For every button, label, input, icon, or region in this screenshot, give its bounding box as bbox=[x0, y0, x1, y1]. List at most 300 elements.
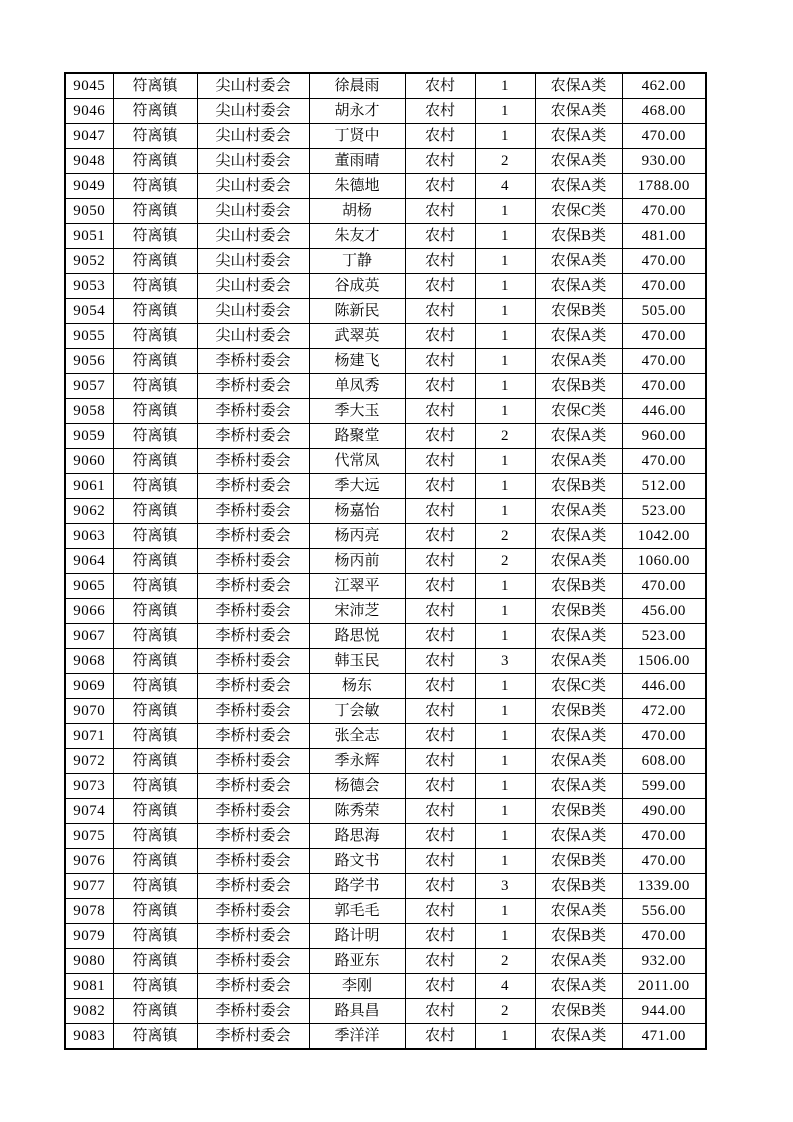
cell-person-count: 1 bbox=[475, 724, 535, 749]
cell-residence-type: 农村 bbox=[405, 374, 475, 399]
cell-person-name: 季永辉 bbox=[309, 749, 405, 774]
cell-insurance-category: 农保C类 bbox=[535, 399, 622, 424]
cell-village-committee: 李桥村委会 bbox=[197, 399, 309, 424]
cell-person-name: 丁会敏 bbox=[309, 699, 405, 724]
cell-amount: 470.00 bbox=[622, 249, 706, 274]
cell-person-count: 1 bbox=[475, 99, 535, 124]
cell-amount: 470.00 bbox=[622, 199, 706, 224]
cell-amount: 481.00 bbox=[622, 224, 706, 249]
cell-village-committee: 尖山村委会 bbox=[197, 99, 309, 124]
cell-person-name: 朱友才 bbox=[309, 224, 405, 249]
cell-record-id: 9062 bbox=[65, 499, 113, 524]
cell-town: 符离镇 bbox=[113, 249, 197, 274]
cell-amount: 1060.00 bbox=[622, 549, 706, 574]
cell-town: 符离镇 bbox=[113, 874, 197, 899]
cell-insurance-category: 农保A类 bbox=[535, 449, 622, 474]
cell-amount: 556.00 bbox=[622, 899, 706, 924]
cell-town: 符离镇 bbox=[113, 199, 197, 224]
cell-amount: 470.00 bbox=[622, 324, 706, 349]
cell-person-name: 陈新民 bbox=[309, 299, 405, 324]
cell-town: 符离镇 bbox=[113, 724, 197, 749]
cell-amount: 523.00 bbox=[622, 624, 706, 649]
cell-person-name: 杨嘉怡 bbox=[309, 499, 405, 524]
cell-amount: 930.00 bbox=[622, 149, 706, 174]
cell-village-committee: 李桥村委会 bbox=[197, 599, 309, 624]
cell-record-id: 9058 bbox=[65, 399, 113, 424]
cell-village-committee: 李桥村委会 bbox=[197, 824, 309, 849]
table-row bbox=[65, 73, 706, 99]
cell-amount: 505.00 bbox=[622, 299, 706, 324]
cell-residence-type: 农村 bbox=[405, 199, 475, 224]
cell-person-count: 1 bbox=[475, 774, 535, 799]
cell-residence-type: 农村 bbox=[405, 749, 475, 774]
cell-person-name: 杨丙亮 bbox=[309, 524, 405, 549]
cell-record-id: 9074 bbox=[65, 799, 113, 824]
cell-village-committee: 李桥村委会 bbox=[197, 699, 309, 724]
cell-insurance-category: 农保A类 bbox=[535, 1024, 622, 1050]
cell-village-committee: 李桥村委会 bbox=[197, 424, 309, 449]
cell-town: 符离镇 bbox=[113, 174, 197, 199]
cell-amount: 944.00 bbox=[622, 999, 706, 1024]
cell-village-committee: 尖山村委会 bbox=[197, 274, 309, 299]
cell-insurance-category: 农保B类 bbox=[535, 999, 622, 1024]
cell-residence-type: 农村 bbox=[405, 949, 475, 974]
cell-insurance-category: 农保B类 bbox=[535, 599, 622, 624]
cell-person-name: 杨德会 bbox=[309, 774, 405, 799]
cell-amount: 470.00 bbox=[622, 374, 706, 399]
cell-record-id: 9071 bbox=[65, 724, 113, 749]
cell-village-committee: 李桥村委会 bbox=[197, 949, 309, 974]
cell-residence-type: 农村 bbox=[405, 149, 475, 174]
cell-residence-type: 农村 bbox=[405, 499, 475, 524]
cell-residence-type: 农村 bbox=[405, 674, 475, 699]
cell-amount: 470.00 bbox=[622, 724, 706, 749]
table-row bbox=[65, 374, 706, 399]
table-row bbox=[65, 949, 706, 974]
cell-insurance-category: 农保A类 bbox=[535, 99, 622, 124]
cell-insurance-category: 农保B类 bbox=[535, 474, 622, 499]
cell-person-name: 季大远 bbox=[309, 474, 405, 499]
cell-town: 符离镇 bbox=[113, 899, 197, 924]
table-row bbox=[65, 224, 706, 249]
cell-amount: 470.00 bbox=[622, 574, 706, 599]
cell-insurance-category: 农保A类 bbox=[535, 499, 622, 524]
cell-town: 符离镇 bbox=[113, 149, 197, 174]
table-row bbox=[65, 724, 706, 749]
cell-record-id: 9054 bbox=[65, 299, 113, 324]
cell-village-committee: 李桥村委会 bbox=[197, 1024, 309, 1050]
cell-town: 符离镇 bbox=[113, 574, 197, 599]
cell-village-committee: 李桥村委会 bbox=[197, 549, 309, 574]
cell-insurance-category: 农保A类 bbox=[535, 724, 622, 749]
cell-insurance-category: 农保B类 bbox=[535, 699, 622, 724]
cell-town: 符离镇 bbox=[113, 774, 197, 799]
cell-record-id: 9077 bbox=[65, 874, 113, 899]
table-row bbox=[65, 799, 706, 824]
cell-person-name: 杨丙前 bbox=[309, 549, 405, 574]
cell-person-name: 董雨晴 bbox=[309, 149, 405, 174]
cell-insurance-category: 农保A类 bbox=[535, 824, 622, 849]
cell-person-count: 1 bbox=[475, 924, 535, 949]
cell-residence-type: 农村 bbox=[405, 899, 475, 924]
cell-residence-type: 农村 bbox=[405, 299, 475, 324]
cell-town: 符离镇 bbox=[113, 499, 197, 524]
cell-town: 符离镇 bbox=[113, 649, 197, 674]
cell-town: 符离镇 bbox=[113, 749, 197, 774]
cell-record-id: 9082 bbox=[65, 999, 113, 1024]
cell-person-count: 1 bbox=[475, 299, 535, 324]
cell-residence-type: 农村 bbox=[405, 274, 475, 299]
cell-person-count: 1 bbox=[475, 374, 535, 399]
cell-record-id: 9051 bbox=[65, 224, 113, 249]
cell-residence-type: 农村 bbox=[405, 549, 475, 574]
cell-person-count: 1 bbox=[475, 474, 535, 499]
table-row bbox=[65, 199, 706, 224]
cell-town: 符离镇 bbox=[113, 624, 197, 649]
cell-person-count: 1 bbox=[475, 249, 535, 274]
cell-insurance-category: 农保A类 bbox=[535, 174, 622, 199]
cell-insurance-category: 农保A类 bbox=[535, 649, 622, 674]
cell-village-committee: 尖山村委会 bbox=[197, 199, 309, 224]
cell-village-committee: 尖山村委会 bbox=[197, 249, 309, 274]
cell-town: 符离镇 bbox=[113, 849, 197, 874]
cell-insurance-category: 农保B类 bbox=[535, 224, 622, 249]
table-row bbox=[65, 299, 706, 324]
table-row bbox=[65, 324, 706, 349]
cell-village-committee: 李桥村委会 bbox=[197, 649, 309, 674]
cell-person-count: 1 bbox=[475, 574, 535, 599]
cell-person-name: 路思悦 bbox=[309, 624, 405, 649]
cell-person-count: 2 bbox=[475, 149, 535, 174]
cell-person-name: 李刚 bbox=[309, 974, 405, 999]
cell-insurance-category: 农保A类 bbox=[535, 424, 622, 449]
cell-amount: 446.00 bbox=[622, 674, 706, 699]
table-row bbox=[65, 549, 706, 574]
cell-residence-type: 农村 bbox=[405, 599, 475, 624]
cell-amount: 1042.00 bbox=[622, 524, 706, 549]
cell-village-committee: 李桥村委会 bbox=[197, 474, 309, 499]
cell-person-name: 路计明 bbox=[309, 924, 405, 949]
cell-person-count: 2 bbox=[475, 424, 535, 449]
cell-insurance-category: 农保C类 bbox=[535, 199, 622, 224]
cell-person-name: 路亚东 bbox=[309, 949, 405, 974]
cell-residence-type: 农村 bbox=[405, 174, 475, 199]
cell-person-count: 3 bbox=[475, 874, 535, 899]
cell-residence-type: 农村 bbox=[405, 399, 475, 424]
table-row bbox=[65, 824, 706, 849]
cell-village-committee: 李桥村委会 bbox=[197, 749, 309, 774]
cell-residence-type: 农村 bbox=[405, 474, 475, 499]
cell-person-name: 路具昌 bbox=[309, 999, 405, 1024]
cell-person-name: 丁静 bbox=[309, 249, 405, 274]
cell-person-count: 1 bbox=[475, 674, 535, 699]
cell-town: 符离镇 bbox=[113, 399, 197, 424]
cell-person-name: 杨建飞 bbox=[309, 349, 405, 374]
table-row bbox=[65, 524, 706, 549]
cell-amount: 512.00 bbox=[622, 474, 706, 499]
cell-residence-type: 农村 bbox=[405, 1024, 475, 1050]
cell-record-id: 9079 bbox=[65, 924, 113, 949]
cell-person-name: 朱德地 bbox=[309, 174, 405, 199]
cell-record-id: 9068 bbox=[65, 649, 113, 674]
cell-insurance-category: 农保A类 bbox=[535, 974, 622, 999]
cell-town: 符离镇 bbox=[113, 474, 197, 499]
cell-town: 符离镇 bbox=[113, 824, 197, 849]
cell-town: 符离镇 bbox=[113, 349, 197, 374]
cell-residence-type: 农村 bbox=[405, 824, 475, 849]
cell-amount: 960.00 bbox=[622, 424, 706, 449]
cell-record-id: 9064 bbox=[65, 549, 113, 574]
cell-person-count: 1 bbox=[475, 73, 535, 99]
cell-amount: 456.00 bbox=[622, 599, 706, 624]
cell-village-committee: 李桥村委会 bbox=[197, 899, 309, 924]
cell-record-id: 9059 bbox=[65, 424, 113, 449]
cell-town: 符离镇 bbox=[113, 799, 197, 824]
cell-insurance-category: 农保A类 bbox=[535, 749, 622, 774]
cell-amount: 490.00 bbox=[622, 799, 706, 824]
cell-amount: 471.00 bbox=[622, 1024, 706, 1050]
cell-insurance-category: 农保A类 bbox=[535, 899, 622, 924]
cell-village-committee: 李桥村委会 bbox=[197, 574, 309, 599]
cell-amount: 472.00 bbox=[622, 699, 706, 724]
cell-person-count: 4 bbox=[475, 974, 535, 999]
cell-residence-type: 农村 bbox=[405, 699, 475, 724]
cell-person-count: 2 bbox=[475, 999, 535, 1024]
cell-residence-type: 农村 bbox=[405, 799, 475, 824]
cell-village-committee: 李桥村委会 bbox=[197, 449, 309, 474]
cell-residence-type: 农村 bbox=[405, 649, 475, 674]
cell-person-name: 路聚堂 bbox=[309, 424, 405, 449]
cell-insurance-category: 农保B类 bbox=[535, 849, 622, 874]
cell-person-count: 1 bbox=[475, 199, 535, 224]
cell-insurance-category: 农保A类 bbox=[535, 149, 622, 174]
cell-person-name: 韩玉民 bbox=[309, 649, 405, 674]
cell-amount: 523.00 bbox=[622, 499, 706, 524]
table-row bbox=[65, 174, 706, 199]
cell-record-id: 9076 bbox=[65, 849, 113, 874]
cell-town: 符离镇 bbox=[113, 949, 197, 974]
cell-village-committee: 尖山村委会 bbox=[197, 149, 309, 174]
table-row bbox=[65, 699, 706, 724]
cell-residence-type: 农村 bbox=[405, 874, 475, 899]
cell-residence-type: 农村 bbox=[405, 574, 475, 599]
cell-person-count: 1 bbox=[475, 399, 535, 424]
cell-person-count: 1 bbox=[475, 274, 535, 299]
cell-village-committee: 李桥村委会 bbox=[197, 999, 309, 1024]
cell-village-committee: 李桥村委会 bbox=[197, 499, 309, 524]
cell-residence-type: 农村 bbox=[405, 424, 475, 449]
cell-residence-type: 农村 bbox=[405, 849, 475, 874]
cell-person-count: 1 bbox=[475, 499, 535, 524]
table-row bbox=[65, 249, 706, 274]
table-row bbox=[65, 674, 706, 699]
cell-town: 符离镇 bbox=[113, 449, 197, 474]
cell-insurance-category: 农保A类 bbox=[535, 524, 622, 549]
cell-person-name: 江翠平 bbox=[309, 574, 405, 599]
cell-residence-type: 农村 bbox=[405, 124, 475, 149]
cell-amount: 470.00 bbox=[622, 849, 706, 874]
cell-village-committee: 李桥村委会 bbox=[197, 774, 309, 799]
cell-record-id: 9069 bbox=[65, 674, 113, 699]
cell-record-id: 9060 bbox=[65, 449, 113, 474]
cell-village-committee: 李桥村委会 bbox=[197, 524, 309, 549]
cell-person-name: 丁贤中 bbox=[309, 124, 405, 149]
cell-person-count: 1 bbox=[475, 749, 535, 774]
cell-insurance-category: 农保A类 bbox=[535, 624, 622, 649]
cell-town: 符离镇 bbox=[113, 73, 197, 99]
cell-village-committee: 李桥村委会 bbox=[197, 799, 309, 824]
cell-residence-type: 农村 bbox=[405, 974, 475, 999]
cell-village-committee: 李桥村委会 bbox=[197, 349, 309, 374]
cell-village-committee: 尖山村委会 bbox=[197, 73, 309, 99]
table-row bbox=[65, 874, 706, 899]
cell-amount: 470.00 bbox=[622, 349, 706, 374]
cell-person-name: 季大玉 bbox=[309, 399, 405, 424]
cell-amount: 608.00 bbox=[622, 749, 706, 774]
cell-town: 符离镇 bbox=[113, 999, 197, 1024]
cell-person-name: 路文书 bbox=[309, 849, 405, 874]
table-row bbox=[65, 924, 706, 949]
cell-record-id: 9049 bbox=[65, 174, 113, 199]
cell-person-name: 胡永才 bbox=[309, 99, 405, 124]
table-row bbox=[65, 349, 706, 374]
cell-amount: 470.00 bbox=[622, 124, 706, 149]
table-row bbox=[65, 1024, 706, 1050]
cell-person-name: 代常凤 bbox=[309, 449, 405, 474]
cell-record-id: 9070 bbox=[65, 699, 113, 724]
cell-record-id: 9045 bbox=[65, 73, 113, 99]
table-row bbox=[65, 474, 706, 499]
cell-town: 符离镇 bbox=[113, 424, 197, 449]
cell-residence-type: 农村 bbox=[405, 99, 475, 124]
cell-person-count: 1 bbox=[475, 699, 535, 724]
cell-residence-type: 农村 bbox=[405, 999, 475, 1024]
cell-person-name: 季洋洋 bbox=[309, 1024, 405, 1050]
cell-village-committee: 李桥村委会 bbox=[197, 874, 309, 899]
table-row bbox=[65, 624, 706, 649]
cell-town: 符离镇 bbox=[113, 274, 197, 299]
cell-residence-type: 农村 bbox=[405, 249, 475, 274]
cell-person-count: 1 bbox=[475, 824, 535, 849]
cell-village-committee: 李桥村委会 bbox=[197, 624, 309, 649]
cell-person-name: 武翠英 bbox=[309, 324, 405, 349]
cell-record-id: 9067 bbox=[65, 624, 113, 649]
cell-village-committee: 李桥村委会 bbox=[197, 674, 309, 699]
cell-record-id: 9048 bbox=[65, 149, 113, 174]
table-row bbox=[65, 999, 706, 1024]
table-row bbox=[65, 599, 706, 624]
table-row bbox=[65, 499, 706, 524]
cell-record-id: 9047 bbox=[65, 124, 113, 149]
table-row bbox=[65, 149, 706, 174]
cell-record-id: 9066 bbox=[65, 599, 113, 624]
cell-insurance-category: 农保B类 bbox=[535, 799, 622, 824]
cell-record-id: 9057 bbox=[65, 374, 113, 399]
cell-village-committee: 尖山村委会 bbox=[197, 299, 309, 324]
cell-person-count: 4 bbox=[475, 174, 535, 199]
cell-record-id: 9063 bbox=[65, 524, 113, 549]
cell-residence-type: 农村 bbox=[405, 73, 475, 99]
cell-person-count: 1 bbox=[475, 899, 535, 924]
cell-record-id: 9065 bbox=[65, 574, 113, 599]
cell-record-id: 9050 bbox=[65, 199, 113, 224]
cell-person-name: 单凤秀 bbox=[309, 374, 405, 399]
cell-village-committee: 尖山村委会 bbox=[197, 324, 309, 349]
cell-insurance-category: 农保A类 bbox=[535, 774, 622, 799]
cell-person-name: 胡杨 bbox=[309, 199, 405, 224]
cell-record-id: 9056 bbox=[65, 349, 113, 374]
cell-town: 符离镇 bbox=[113, 674, 197, 699]
cell-insurance-category: 农保B类 bbox=[535, 874, 622, 899]
cell-insurance-category: 农保A类 bbox=[535, 349, 622, 374]
cell-amount: 470.00 bbox=[622, 274, 706, 299]
cell-person-count: 2 bbox=[475, 549, 535, 574]
cell-village-committee: 李桥村委会 bbox=[197, 924, 309, 949]
table-row bbox=[65, 449, 706, 474]
cell-amount: 1788.00 bbox=[622, 174, 706, 199]
table-row bbox=[65, 99, 706, 124]
cell-village-committee: 尖山村委会 bbox=[197, 174, 309, 199]
cell-residence-type: 农村 bbox=[405, 349, 475, 374]
cell-person-count: 1 bbox=[475, 124, 535, 149]
cell-record-id: 9083 bbox=[65, 1024, 113, 1050]
cell-person-count: 1 bbox=[475, 849, 535, 874]
table-row bbox=[65, 849, 706, 874]
cell-person-name: 路思海 bbox=[309, 824, 405, 849]
table-row bbox=[65, 899, 706, 924]
cell-village-committee: 李桥村委会 bbox=[197, 974, 309, 999]
cell-amount: 468.00 bbox=[622, 99, 706, 124]
cell-insurance-category: 农保C类 bbox=[535, 674, 622, 699]
cell-person-count: 1 bbox=[475, 1024, 535, 1050]
cell-town: 符离镇 bbox=[113, 124, 197, 149]
cell-insurance-category: 农保A类 bbox=[535, 549, 622, 574]
cell-residence-type: 农村 bbox=[405, 449, 475, 474]
cell-record-id: 9052 bbox=[65, 249, 113, 274]
cell-record-id: 9055 bbox=[65, 324, 113, 349]
cell-town: 符离镇 bbox=[113, 299, 197, 324]
cell-insurance-category: 农保A类 bbox=[535, 949, 622, 974]
cell-amount: 932.00 bbox=[622, 949, 706, 974]
cell-town: 符离镇 bbox=[113, 374, 197, 399]
cell-town: 符离镇 bbox=[113, 599, 197, 624]
cell-village-committee: 李桥村委会 bbox=[197, 724, 309, 749]
cell-record-id: 9046 bbox=[65, 99, 113, 124]
cell-town: 符离镇 bbox=[113, 924, 197, 949]
cell-residence-type: 农村 bbox=[405, 724, 475, 749]
cell-person-name: 张全志 bbox=[309, 724, 405, 749]
cell-record-id: 9072 bbox=[65, 749, 113, 774]
cell-residence-type: 农村 bbox=[405, 524, 475, 549]
cell-village-committee: 李桥村委会 bbox=[197, 849, 309, 874]
cell-town: 符离镇 bbox=[113, 524, 197, 549]
table-row bbox=[65, 124, 706, 149]
cell-insurance-category: 农保A类 bbox=[535, 73, 622, 99]
cell-amount: 470.00 bbox=[622, 824, 706, 849]
cell-record-id: 9075 bbox=[65, 824, 113, 849]
cell-person-name: 徐晨雨 bbox=[309, 73, 405, 99]
cell-person-count: 1 bbox=[475, 599, 535, 624]
cell-record-id: 9081 bbox=[65, 974, 113, 999]
cell-town: 符离镇 bbox=[113, 99, 197, 124]
cell-amount: 470.00 bbox=[622, 449, 706, 474]
cell-amount: 2011.00 bbox=[622, 974, 706, 999]
cell-insurance-category: 农保B类 bbox=[535, 374, 622, 399]
cell-person-count: 1 bbox=[475, 224, 535, 249]
cell-person-count: 1 bbox=[475, 449, 535, 474]
payment-table-container bbox=[64, 72, 707, 1050]
table-row bbox=[65, 574, 706, 599]
